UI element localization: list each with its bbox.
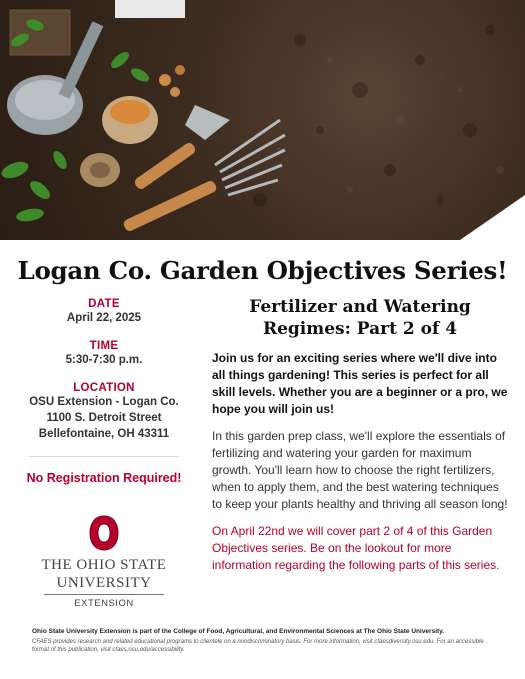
location-line-3: Bellefontaine, OH 43311 <box>38 428 170 440</box>
footer-line-1: Ohio State University Extension is part of the College of Food, Agricultural, and Environmental Sciences at The Ohio State University. <box>32 628 445 635</box>
footer <box>32 628 502 654</box>
divider <box>29 456 179 457</box>
location-line-2: 1100 S. Detroit Street <box>46 412 162 424</box>
page-title: Logan Co. Garden Objectives Series! <box>17 256 508 285</box>
logo-line-3: EXTENSION <box>44 594 164 609</box>
logo-line-1: THE OHIO STATE <box>41 557 167 573</box>
time-value: 5:30-7:30 p.m. <box>65 354 143 366</box>
no-registration-notice: No Registration Required! <box>26 471 182 485</box>
time-label: TIME <box>89 340 119 352</box>
date-value: April 22, 2025 <box>66 312 142 324</box>
body-paragraph: In this garden prep class, we'll explore the essentials of fertilizing and watering your garden for maximum growth. You'll learn how to choose the right fertilizers, when to apply them, and the best watering techniques to keep your plants healthy and thriving all season long! <box>212 429 508 511</box>
date-label: DATE <box>88 298 120 310</box>
time-block <box>18 340 190 368</box>
date-block <box>18 298 190 326</box>
location-line-1: OSU Extension - Logan Co. <box>29 396 179 408</box>
series-note-paragraph: On April 22nd we will cover part 2 of 4 of this Garden Objectives series. Be on the lookout for more information regarding the following parts of this series. <box>212 524 500 572</box>
osu-extension-logo <box>18 515 190 609</box>
logo-line-2: UNIVERSITY <box>56 575 152 591</box>
footer-line-2: CFAES provides research and related educational programs to clientele on a nondiscriminatory basis. For more information, visit cfaesdiversity.osu.edu. For an accessible format of this publication, visit cfaes.osu.edu/accessibility. <box>32 639 484 653</box>
event-description <box>212 296 508 574</box>
event-subtitle: Fertilizer and Watering Regimes: Part 2 of 4 <box>249 297 471 339</box>
location-block <box>18 382 190 442</box>
block-o-icon <box>89 515 119 551</box>
garden-tools-illustration <box>0 0 525 240</box>
location-label: LOCATION <box>73 382 135 394</box>
hero-garden-photo <box>0 0 525 240</box>
intro-paragraph: Join us for an exciting series where we'll dive into all things gardening! This series is perfect for all skill levels. Whether you are a beginner or a pro, we hope you will join us! <box>212 351 508 416</box>
event-details <box>18 298 190 609</box>
